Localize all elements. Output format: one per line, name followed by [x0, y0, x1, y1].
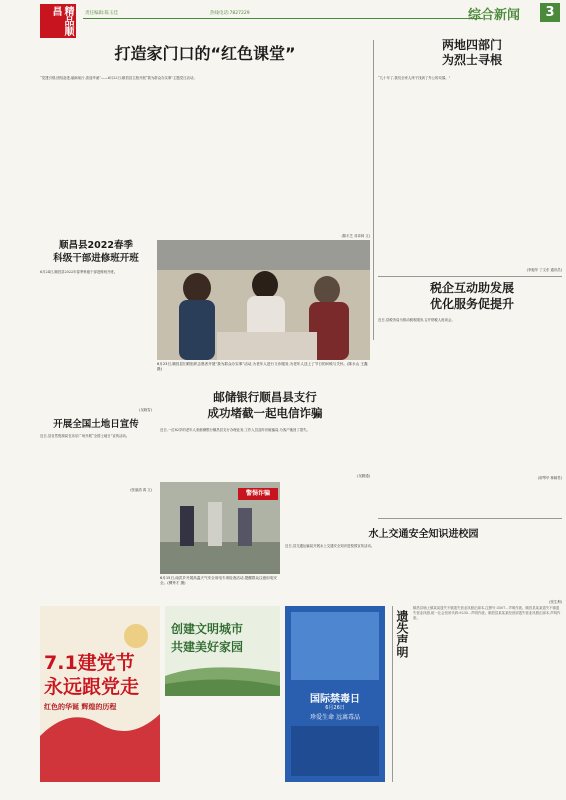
volunteers-photo	[157, 240, 370, 360]
edition-line: 责任编辑:陈玉佳	[85, 11, 119, 16]
land-day-lead: 近日,县自然资源局在乐乐广场开展“全国土地日”宣传活动。	[40, 434, 130, 438]
postal-bank-headline: 邮储银行顺昌县支行 成功堵截一起电信诈骗	[207, 390, 323, 420]
volunteers-caption	[157, 362, 370, 384]
fraud-caption-text: 6月15日,南武乡开展高温天气安全用电专项检查活动,提醒群众注意用电安全。	[160, 576, 277, 586]
civic-poster	[165, 606, 280, 696]
tax-body	[378, 318, 562, 480]
notice-headline: 遗失声明	[395, 610, 409, 658]
martyrs-lead: “几十年了,我们全家人终于找到了外公的坟墓。”	[378, 76, 451, 80]
red-classroom-body	[40, 76, 370, 238]
party-poster-line2: 永远跟党走	[44, 676, 140, 698]
fraud-caption	[160, 576, 280, 602]
notice-rule	[392, 606, 393, 782]
masthead-logo: 精品顺昌	[40, 4, 76, 38]
party-poster	[40, 606, 160, 782]
postal-bank-byline: (吴勤通)	[357, 474, 370, 478]
party-poster-sub: 红色的华诞 辉煌的历程	[44, 703, 117, 711]
page-number: 3	[540, 3, 560, 22]
civic-poster-line2: 共建美好家园	[171, 640, 244, 654]
notice-column	[395, 606, 562, 782]
volunteers-photo-image	[157, 240, 370, 360]
notice-items: 顺昌县埔上镇某某遗失不慎遗失营业执照正副本,注册号:3507...声明作废。顺昌县某某遗失不慎遗失营业执照,统一社会信用代码:9235...声明作废。顺昌县某某某经营部遗失营业执照正副本,声明作废。	[413, 606, 561, 621]
party-poster-line1: 7.1建党节	[44, 652, 135, 674]
red-classroom-byline: (陈丰芝 邓卓林 文)	[341, 234, 370, 238]
spring-classes-byline: (吴晓雪)	[139, 408, 152, 412]
land-day-body	[40, 434, 152, 492]
civic-poster-line1: 创建文明城市	[171, 622, 244, 636]
anti-drug-poster	[285, 606, 385, 782]
spring-classes-lead: 6月24日,顺昌县2022年春季科级干部进修班开班。	[40, 270, 118, 274]
spring-classes-body	[40, 270, 152, 412]
section-title: 综合新闻	[468, 8, 521, 23]
anti-drug-sub: 珍爱生命 远离毒品	[310, 714, 360, 721]
tax-headline: 税企互动助发展 优化服务促提升	[429, 281, 514, 311]
martyrs-rule	[378, 276, 562, 277]
spring-classes-headline: 顺昌县2022春季 科级干部进修班开班	[53, 240, 139, 264]
anti-drug-date: 6月26日	[325, 705, 345, 711]
water-safety-lead: 近日,县交通运输局开展水上交通安全知识进校园宣传活动。	[285, 544, 375, 548]
martyrs-headline: 两地四部门 为烈士寻根	[441, 38, 502, 67]
vertical-rule	[373, 40, 374, 340]
anti-drug-title: 国际禁毒日	[310, 694, 360, 705]
martyrs-body	[378, 76, 562, 272]
water-safety-headline: 水上交通安全知识进校园	[368, 529, 479, 540]
tax-rule	[378, 518, 562, 519]
volunteers-caption-text: 6月23日,顺昌县妇联组织志愿者开展“我为群众办实事”活动,为老年人进行义诊服务,为老年人送上了节日的问候与关怀。	[157, 362, 348, 366]
fraud-credit: (柳秀才 摄)	[167, 581, 186, 586]
land-day-headline: 开展全国土地日宣传	[53, 419, 139, 430]
tax-byline: (廖琴华 林婉君)	[537, 476, 562, 480]
postal-bank-body	[160, 428, 370, 478]
volunteers-credit: (陈永山 王鑫 摄)	[157, 362, 368, 372]
postal-bank-lead: 近日,一位82岁的老年人来邮储银行顺昌县支行办理业务,工作人员及时识破骗局,为客户挽回了损失。	[160, 428, 310, 432]
water-safety-body	[285, 544, 562, 604]
tax-lead: 近日,县税务局为推动税收服务,召开纳税人座谈会。	[378, 318, 455, 322]
masthead-rule	[83, 18, 483, 19]
red-classroom-lead: “党建引领,团结奋进,砥砺前行,喜迎华诞”——6月22日,顺昌县卫校开展“我为群众办实事”主题党日活动。	[40, 76, 197, 80]
hotline: 热线电话:7827229	[210, 11, 250, 16]
masthead	[0, 0, 566, 38]
fraud-banner: 警惕诈骗	[238, 488, 278, 500]
fraud-photo	[160, 482, 280, 574]
red-classroom-headline: 打造家门口的“红色课堂”	[114, 44, 296, 63]
martyrs-byline: (李振华 丁文东 通讯员)	[526, 268, 562, 272]
land-day-byline: (张丽清 鸿 文)	[130, 488, 152, 492]
water-safety-byline: (张生利)	[549, 600, 562, 604]
